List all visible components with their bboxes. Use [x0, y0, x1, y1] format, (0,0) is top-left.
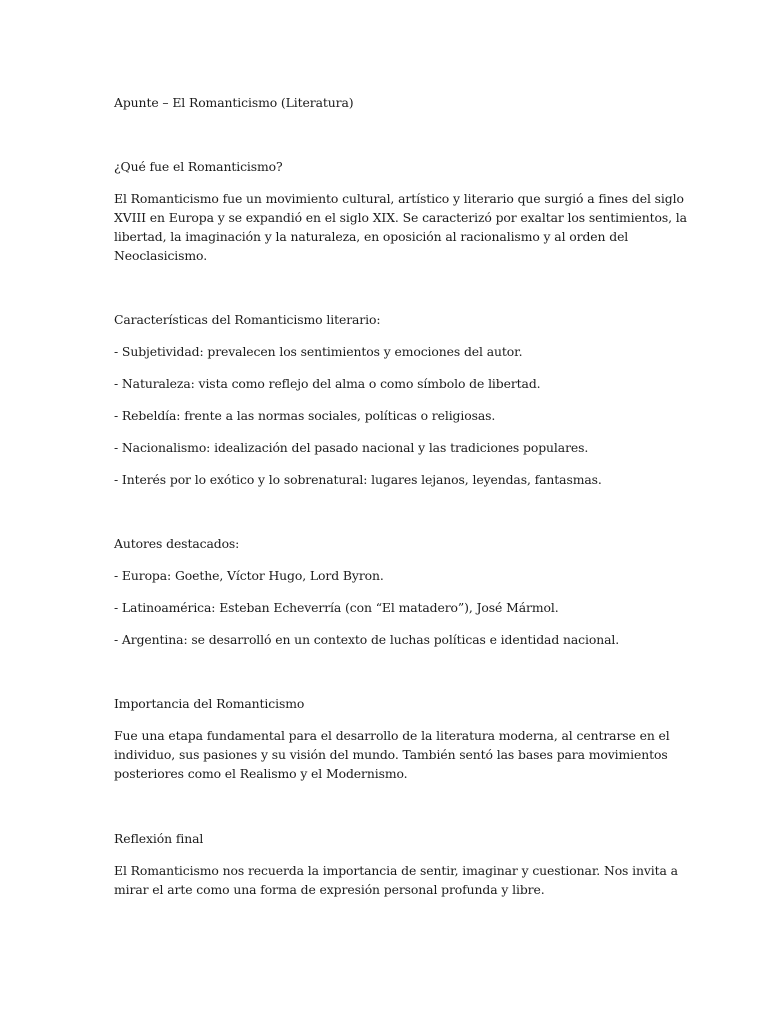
list-item: - Rebeldía: frente a las normas sociales, políticas o religiosas. [114, 408, 496, 423]
list-item: - Subjetividad: prevalecen los sentimientos y emociones del autor. [114, 344, 523, 359]
paragraph-line: mirar el arte como una forma de expresión personal profunda y libre. [114, 882, 545, 897]
paragraph-line: Neoclasicismo. [114, 248, 208, 263]
document-title: Apunte – El Romanticismo (Literatura) [114, 95, 354, 110]
paragraph-line: XVIII en Europa y se expandió en el siglo XIX. Se caracterizó por exaltar los sentimientos, la [114, 210, 687, 225]
section-heading-importancia: Importancia del Romanticismo [114, 696, 305, 711]
list-item: - Nacionalismo: idealización del pasado nacional y las tradiciones populares. [114, 440, 589, 455]
list-item: - Interés por lo exótico y lo sobrenatural: lugares lejanos, leyendas, fantasmas. [114, 472, 602, 487]
section-paragraph-que-fue [114, 189, 687, 265]
list-item: - Latinoamérica: Esteban Echeverría (con “El matadero”), José Mármol. [114, 600, 559, 615]
paragraph-line: individuo, sus pasiones y su visión del mundo. También sentó las bases para movimientos [114, 747, 668, 762]
list-item: - Europa: Goethe, Víctor Hugo, Lord Byron. [114, 568, 384, 583]
paragraph-line: Fue una etapa fundamental para el desarrollo de la literatura moderna, al centrarse en el [114, 728, 670, 743]
section-heading-que-fue: ¿Qué fue el Romanticismo? [114, 159, 283, 174]
section-paragraph-reflexion [114, 861, 678, 899]
paragraph-line: posteriores como el Realismo y el Modernismo. [114, 766, 408, 781]
section-heading-caracteristicas: Características del Romanticismo literario: [114, 312, 381, 327]
section-heading-autores: Autores destacados: [114, 536, 240, 551]
paragraph-line: El Romanticismo fue un movimiento cultural, artístico y literario que surgió a fines del siglo [114, 191, 684, 206]
section-paragraph-importancia [114, 726, 670, 783]
paragraph-line: El Romanticismo nos recuerda la importancia de sentir, imaginar y cuestionar. Nos invita a [114, 863, 678, 878]
list-item: - Naturaleza: vista como reflejo del alma o como símbolo de libertad. [114, 376, 541, 391]
section-heading-reflexion: Reflexión final [114, 831, 204, 846]
list-item: - Argentina: se desarrolló en un contexto de luchas políticas e identidad nacional. [114, 632, 620, 647]
paragraph-line: libertad, la imaginación y la naturaleza, en oposición al racionalismo y al orden del [114, 229, 629, 244]
